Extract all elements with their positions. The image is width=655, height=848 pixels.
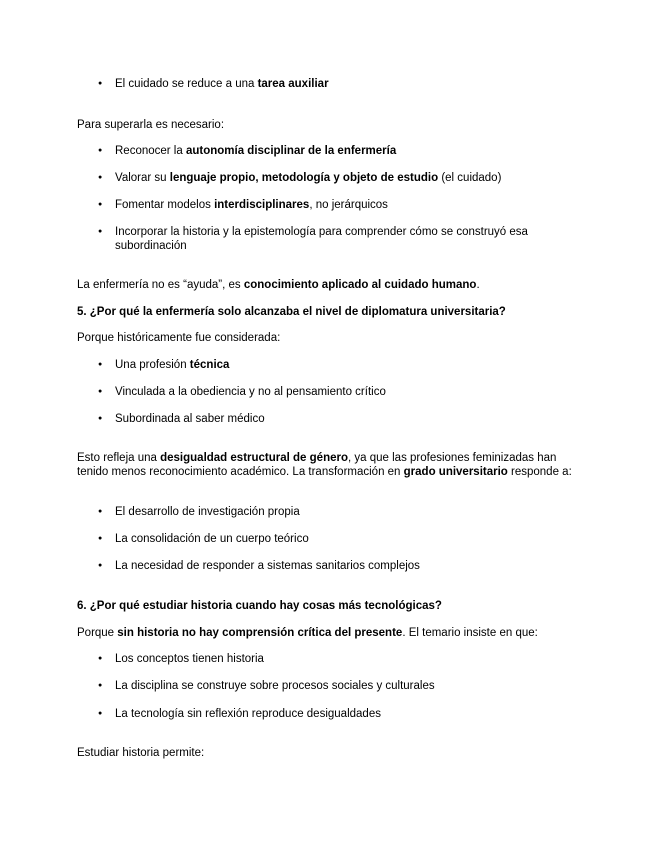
list-item xyxy=(115,171,501,185)
bullet-marker xyxy=(98,77,102,93)
item-text: El cuidado se reduce a una xyxy=(115,78,258,90)
bullet-marker xyxy=(98,225,102,241)
item-text-tail: , no jerárquicos xyxy=(309,199,388,211)
list-item xyxy=(115,77,329,91)
section-heading-6: 6. ¿Por qué estudiar historia cuando hay cosas más tecnológicas? xyxy=(77,600,442,612)
paragraph xyxy=(77,451,572,479)
paragraph-text-tail: responde a: xyxy=(507,466,572,478)
paragraph xyxy=(77,626,538,640)
bullet-marker xyxy=(98,707,102,723)
bullet-marker xyxy=(98,358,102,374)
item-text: Una profesión xyxy=(115,359,190,371)
list-item: Vinculada a la obediencia y no al pensamiento crítico xyxy=(115,386,386,398)
paragraph-bold-text: sin historia no hay comprensión crítica del presente xyxy=(117,627,403,639)
bullet-marker xyxy=(98,532,102,548)
paragraph-text-tail: . xyxy=(476,279,480,291)
item-bold-text: lenguaje propio, metodología y objeto de estudio xyxy=(169,172,439,184)
list-item: Los conceptos tienen historia xyxy=(115,653,264,665)
list-item: La tecnología sin reflexión reproduce desigualdades xyxy=(115,708,381,720)
paragraph-bold-text: desigualdad estructural de género xyxy=(160,452,348,464)
item-bold-text: técnica xyxy=(189,359,230,371)
paragraph: Para superarla es necesario: xyxy=(77,119,225,131)
item-text: Valorar su xyxy=(115,172,170,184)
item-text: Reconocer la xyxy=(115,145,186,157)
section-heading-5: 5. ¿Por qué la enfermería solo alcanzaba el nivel de diplomatura universitaria? xyxy=(77,306,506,318)
item-bold-text: tarea auxiliar xyxy=(257,78,329,90)
paragraph-text: Porque xyxy=(77,627,118,639)
paragraph-text: Esto refleja una xyxy=(77,452,161,464)
list-item xyxy=(115,358,229,372)
list-item: El desarrollo de investigación propia xyxy=(115,506,300,518)
item-bold-text: interdisciplinares xyxy=(214,199,310,211)
bullet-marker xyxy=(98,679,102,695)
paragraph xyxy=(77,278,480,292)
bullet-marker xyxy=(98,412,102,428)
paragraph-text-tail: . El temario insiste en que: xyxy=(402,627,538,639)
list-item: La necesidad de responder a sistemas sanitarios complejos xyxy=(115,560,420,572)
bullet-marker xyxy=(98,198,102,214)
list-item: La consolidación de un cuerpo teórico xyxy=(115,533,309,545)
item-text: Fomentar modelos xyxy=(115,199,215,211)
list-item: Subordinada al saber médico xyxy=(115,413,265,425)
paragraph: Estudiar historia permite: xyxy=(77,747,205,759)
item-bold-text: autonomía disciplinar de la enfermería xyxy=(185,145,397,157)
bullet-marker xyxy=(98,559,102,575)
list-item xyxy=(115,144,396,158)
paragraph-bold-text: grado universitario xyxy=(403,466,508,478)
bullet-marker xyxy=(98,652,102,668)
list-item xyxy=(115,198,388,212)
paragraph-text: , ya que las profesiones feminizadas han tenido menos reconocimiento académico. La transformación en xyxy=(77,452,557,478)
bullet-marker xyxy=(98,385,102,401)
paragraph-text: La enfermería no es “ayuda”, es xyxy=(77,279,244,291)
list-item: Incorporar la historia y la epistemología para comprender cómo se construyó esa subordinación xyxy=(115,226,528,252)
item-text-tail: (el cuidado) xyxy=(438,172,502,184)
bullet-marker xyxy=(98,505,102,521)
bullet-marker xyxy=(98,171,102,187)
paragraph: Porque históricamente fue considerada: xyxy=(77,332,281,344)
paragraph-bold-text: conocimiento aplicado al cuidado humano xyxy=(243,279,477,291)
list-item: La disciplina se construye sobre procesos sociales y culturales xyxy=(115,680,435,692)
bullet-marker xyxy=(98,144,102,160)
